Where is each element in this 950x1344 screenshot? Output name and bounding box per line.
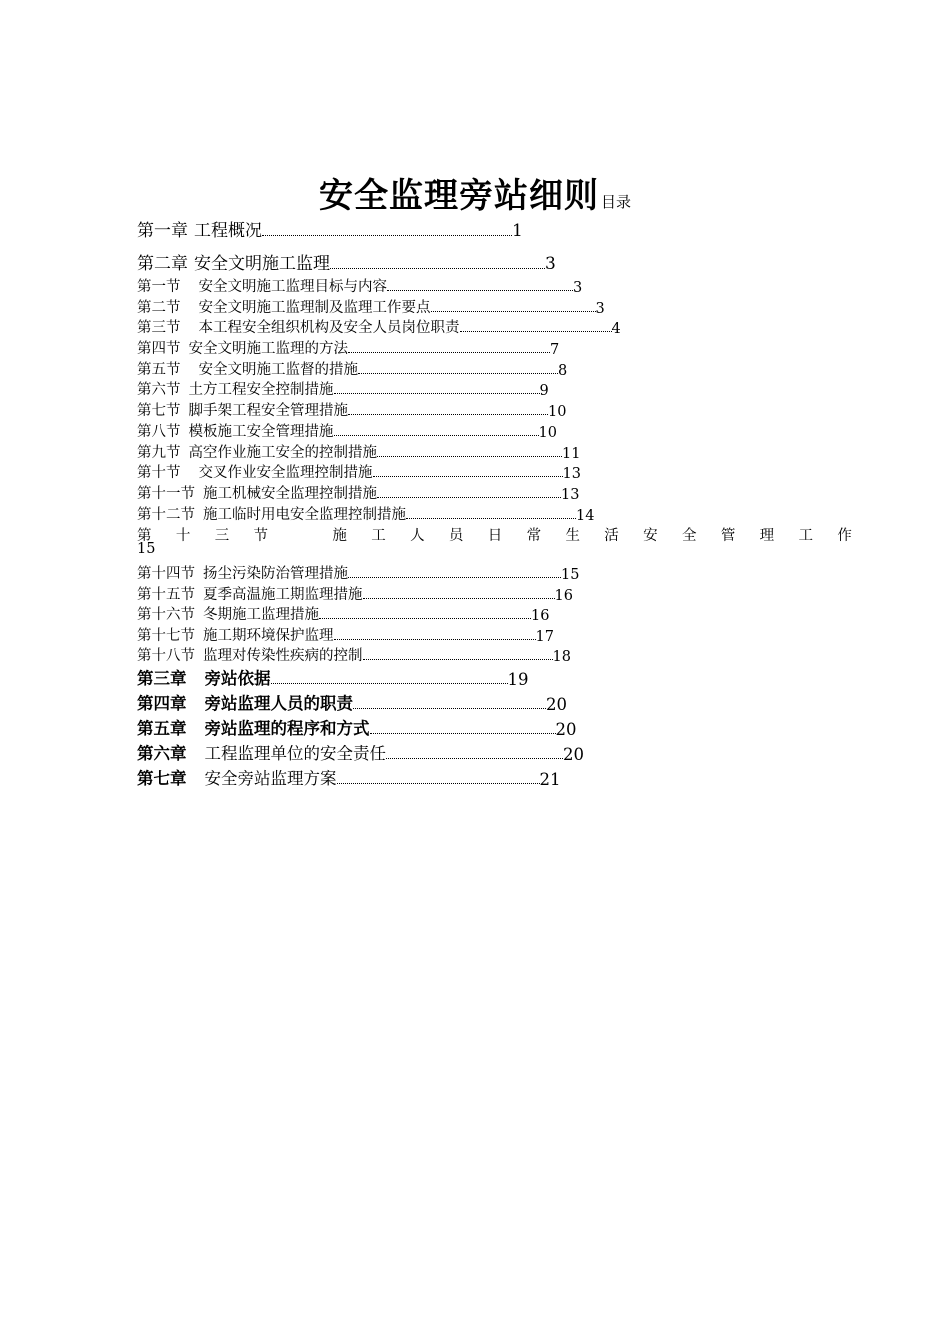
toc-entry-number: 第三节 [137, 320, 181, 336]
toc-entry-number: 第五章 [137, 719, 187, 738]
toc-entry[interactable] [137, 602, 549, 624]
toc-entry-text: 工程概况 [194, 221, 262, 241]
toc-entry-text: 旁站依据 [204, 669, 271, 688]
toc-entry-char: 施 [332, 528, 347, 544]
toc-entry-page: 3 [545, 254, 556, 274]
toc-leader-dots [377, 497, 561, 498]
toc-entry-number: 第二章 [137, 254, 188, 274]
toc-entry-char: 三 [214, 528, 230, 544]
toc-leader-dots [387, 290, 573, 291]
toc-entry-number: 第十一节 [137, 486, 195, 502]
toc-entry-number: 第四节 [137, 341, 181, 357]
toc-entry-char: 生 [565, 528, 580, 544]
toc-entry[interactable] [137, 582, 573, 604]
toc-entry[interactable] [137, 717, 577, 739]
toc-leader-dots [377, 456, 562, 457]
toc-entry-number: 第四章 [137, 694, 187, 713]
toc-entry-text: 本工程安全组织机构及安全人员岗位职责 [198, 320, 460, 336]
toc-entry[interactable] [137, 502, 594, 524]
toc-entry-label [137, 624, 334, 645]
toc-entry-number: 第七章 [137, 769, 187, 788]
toc-entry-page: 4 [611, 321, 621, 337]
toc-entry[interactable] [137, 377, 549, 399]
toc-leader-dots [358, 373, 558, 374]
toc-leader-dots [334, 393, 540, 394]
toc-entry-page: 1 [512, 221, 523, 241]
toc-entry-text: 高空作业施工安全的控制措施 [188, 445, 377, 461]
title-sub: 目录 [600, 193, 631, 211]
toc-leader-dots [271, 683, 508, 684]
toc-entry[interactable] [137, 357, 567, 379]
toc-entry-label [137, 216, 262, 241]
toc-entry-char: 安 [643, 528, 658, 544]
toc-entry[interactable] [137, 692, 567, 714]
toc-entry-label [137, 665, 271, 689]
toc-entry-number: 第三章 [137, 669, 187, 688]
toc-entry-text: 监理对传染性疾病的控制 [203, 648, 363, 664]
toc-entry-text: 交叉作业安全监理控制措施 [198, 465, 373, 481]
toc-entry-number: 第九节 [137, 445, 181, 461]
toc-entry[interactable] [137, 460, 581, 482]
toc-leader-dots [337, 783, 540, 784]
toc-entry-label [137, 715, 370, 739]
toc-entry[interactable] [137, 440, 580, 462]
toc-entry-number: 第二节 [137, 300, 181, 316]
toc-entry-label [137, 740, 386, 764]
toc-entry-number: 第八节 [137, 424, 181, 440]
toc-entry-char: 工 [798, 528, 813, 544]
toc-entry[interactable] [137, 252, 556, 274]
toc-entry-char: 日 [487, 528, 503, 544]
toc-entry-char: 员 [448, 528, 464, 544]
toc-entry[interactable] [137, 767, 561, 789]
toc-entry[interactable] [137, 667, 529, 689]
toc-leader-dots [460, 331, 612, 332]
toc-leader-dots [330, 268, 545, 269]
toc-entry-page: 13 [562, 466, 581, 482]
toc-entry-text: 模板施工安全管理措施 [188, 424, 334, 440]
toc-entry-label [137, 562, 348, 583]
toc-entry[interactable] [137, 524, 852, 545]
toc-entry-char: 工 [371, 528, 386, 544]
toc-entry-text: 脚手架工程安全管理措施 [188, 403, 348, 419]
toc-entry-page: 11 [562, 446, 581, 462]
toc-entry-page: 3 [595, 301, 605, 317]
toc-entry-page: 20 [555, 720, 577, 739]
toc-entry-text: 施工机械安全监理控制措施 [203, 486, 377, 502]
toc-leader-dots [334, 639, 536, 640]
toc-entry-number: 第十节 [137, 465, 181, 481]
toc-entry-label [137, 316, 460, 337]
toc-entry[interactable] [137, 419, 557, 441]
toc-entry-text: 安全文明施工监督的措施 [198, 362, 358, 378]
toc-entry-label [137, 503, 406, 524]
toc-entry-text: 安全文明施工监理制及监理工作要点 [198, 300, 431, 316]
toc-entry-char: 活 [604, 528, 619, 544]
toc-entry-text: 夏季高温施工期监理措施 [203, 587, 363, 603]
toc-entry-text: 扬尘污染防治管理措施 [203, 566, 348, 582]
toc-entry[interactable] [137, 274, 582, 296]
toc-leader-dots [334, 435, 539, 436]
toc-entry-number: 第六节 [137, 382, 181, 398]
toc-leader-dots [431, 311, 596, 312]
toc-entry-number: 第十二节 [137, 507, 195, 523]
toc-leader-dots [386, 758, 563, 759]
toc-leader-dots [348, 352, 550, 353]
toc-entry-text: 安全文明施工监理的方法 [188, 341, 348, 357]
toc-entry-label [137, 690, 353, 714]
toc-entry[interactable] [137, 398, 566, 420]
toc-entry-char: 全 [681, 528, 697, 544]
toc-entry-page: 7 [550, 342, 560, 358]
toc-entry[interactable] [137, 219, 523, 241]
toc-entry-label [137, 420, 334, 441]
toc-entry-number: 第十七节 [137, 628, 195, 644]
toc-entry[interactable] [137, 315, 621, 337]
toc-entry-page: 10 [538, 425, 557, 441]
toc-entry-text: 旁站监理的程序和方式 [204, 719, 370, 738]
toc-leader-dots [348, 414, 548, 415]
toc-entry-char: 十 [175, 528, 191, 544]
toc-leader-dots [348, 577, 561, 578]
toc-entry-text: 冬期施工监理措施 [203, 607, 319, 623]
toc-entry-char: 第 [137, 528, 152, 544]
toc-entry[interactable] [137, 623, 554, 645]
toc-entry-page: 21 [539, 770, 561, 789]
toc-leader-dots [353, 708, 546, 709]
toc-entry-char: 管 [720, 528, 736, 544]
toc-entry-label [137, 765, 337, 789]
toc-leader-dots [319, 618, 531, 619]
toc-entry-number: 第十五节 [137, 587, 195, 603]
toc-entry-page: 17 [535, 629, 554, 645]
toc-entry-text: 工程监理单位的安全责任 [204, 744, 386, 763]
toc-entry-page: 18 [552, 649, 571, 665]
toc-entry-text: 旁站监理人员的职责 [204, 694, 353, 713]
toc-entry-label [137, 358, 358, 379]
toc-entry-label [137, 583, 363, 604]
toc-entry-text: 安全旁站监理方案 [204, 769, 337, 788]
toc-entry-label [137, 378, 334, 399]
toc-entry-text: 安全文明施工监理目标与内容 [198, 279, 387, 295]
toc-entry-label [137, 461, 373, 482]
toc-entry-page: 9 [539, 383, 549, 399]
toc-leader-dots [363, 598, 555, 599]
toc-entry-number: 第五节 [137, 362, 181, 378]
toc-entry-page: 16 [554, 588, 573, 604]
toc-leader-dots [363, 659, 553, 660]
toc-leader-dots [373, 476, 563, 477]
toc-entry-number: 第一节 [137, 279, 181, 295]
toc-entry-text: 安全文明施工监理 [194, 254, 330, 274]
toc-entry-label [137, 399, 348, 420]
toc-entry-label [137, 482, 377, 503]
toc-entry-char: 节 [253, 528, 269, 544]
toc-leader-dots [370, 733, 556, 734]
toc-entry-label [137, 603, 319, 624]
toc-entry-page: 13 [561, 487, 580, 503]
toc-entry-label [137, 644, 363, 665]
toc-entry-number: 第七节 [137, 403, 181, 419]
toc-entry-text: 施工临时用电安全监理控制措施 [203, 507, 406, 523]
toc-entry[interactable] [137, 295, 605, 317]
toc-entry-number: 第六章 [137, 744, 187, 763]
toc-entry-text: 施工期环境保护监理 [203, 628, 334, 644]
title-main: 安全监理旁站细则 [318, 176, 599, 216]
toc-entry-page: 10 [548, 404, 567, 420]
toc-entry-label [137, 296, 431, 317]
toc-entry-page: 20 [563, 745, 584, 764]
toc-entry-number: 第一章 [137, 221, 188, 241]
toc-entry-number: 第十四节 [137, 566, 195, 582]
toc-entry[interactable] [137, 742, 584, 764]
toc-entry-label [137, 337, 348, 358]
toc-leader-dots [406, 518, 576, 519]
toc-entry-page: 20 [546, 695, 567, 714]
toc-entry-label [137, 275, 387, 296]
toc-entry-page: 15 [561, 567, 580, 583]
toc-entry[interactable] [137, 336, 559, 358]
toc-leader-dots [262, 235, 512, 236]
toc-entry-label [137, 441, 377, 462]
document-title [0, 168, 950, 217]
toc-entry-page: 3 [573, 280, 583, 296]
toc-entry-page: 16 [531, 608, 550, 624]
toc-entry-label [137, 249, 330, 274]
toc-entry[interactable] [137, 643, 571, 665]
toc-entry-page: 15 [137, 541, 156, 557]
toc-entry-page: 8 [558, 363, 568, 379]
toc-entry-page: 19 [507, 670, 529, 689]
toc-entry[interactable] [137, 481, 579, 503]
toc-entry-char: 理 [759, 528, 775, 544]
toc-entry-text: 土方工程安全控制措施 [188, 382, 334, 398]
toc-entry-char: 人 [410, 528, 425, 544]
toc-entry-number: 第十八节 [137, 648, 195, 664]
toc-entry-char: 常 [526, 528, 542, 544]
toc-entry-page: 14 [576, 508, 595, 524]
toc-entry-number: 第十六节 [137, 607, 195, 623]
toc-entry[interactable] [137, 561, 579, 583]
toc-entry-char: 作 [837, 528, 852, 544]
